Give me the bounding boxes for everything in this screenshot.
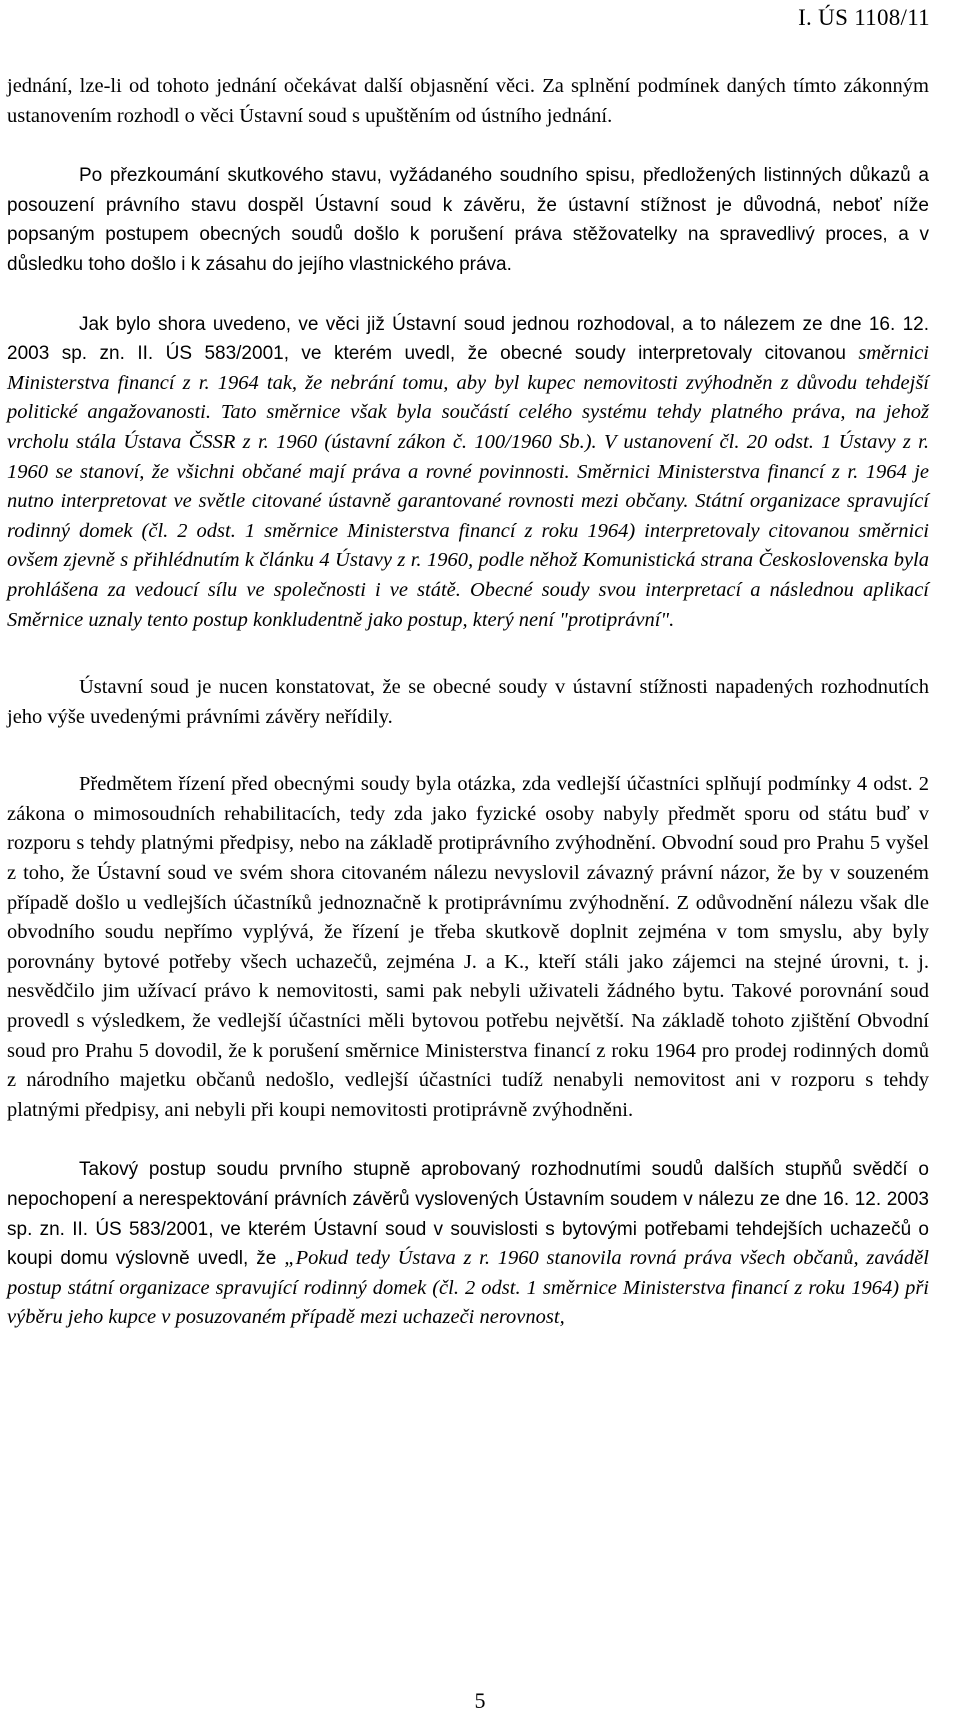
document-body [7, 72, 929, 1333]
paragraph-continuation: jednání, lze-li od tohoto jednání očekávat další objasnění věci. Za splnění podmínek daných tímto zákonným ustanovením rozhodl o věci Ústavní soud s upuštěním od ústního jednání. [7, 75, 929, 127]
procedure-quote: „Pokud tedy Ústava z r. 1960 stanovila rovná práva všech občanů, zaváděl postup státní organizace spravující rodinný domek (čl. 2 odst. 1 směrnice Ministerstva financí z roku 1964) při výběru jeho kupce v posuzovaném případě mezi uchazeči nerovnost, [7, 1247, 929, 1329]
previous-ruling-text: Jak bylo shora uvedeno, ve věci již Ústavní soud jednou rozhodoval, a to nálezem ze dne 16. 12. 2003 sp. zn. II. ÚS 583/2001, ve kterém uvedl, že obecné soudy interpretovaly citovanou [7, 313, 929, 365]
case-number-header: I. ÚS 1108/11 [798, 5, 930, 30]
paragraph-conclusion: Ústavní soud je nucen konstatovat, že se obecné soudy v ústavní stížnosti napadených rozhodnutích jeho výše uvedenými právními závěry neřídily. [7, 676, 929, 728]
paragraph-subject-matter: Předmětem řízení před obecnými soudy byla otázka, zda vedlejší účastníci splňují podmínky 4 odst. 2 zákona o mimosoudních rehabilitacích, tedy zda jako fyzické osoby nabyly předmět sporu od státu buď v rozporu s tehdy platnými předpisy, nebo na základě protiprávního zvýhodnění. Obvodní soud pro Prahu 5 vyšel z toho, že Ústavní soud ve svém shora citovaném nálezu nevyslovil závazný právní názor, že by v souzeném případě došlo u vedlejších účastníků jednoznačně k protiprávnímu zvýhodnění. Z odůvodnění nálezu však dle obvodního soudu nepřímo vyplývá, že řízení je třeba skutkově doplnit zejména v tom smyslu, aby byly porovnány bytové potřeby všech uchazečů, zejména J. a K., kteří stáli jako zájemci na stejné úrovni, t. j. nesvědčilo jim užívací právo k nemovitosti, sami pak nebyli uživateli žádného bytu. Takové porovnání soud provedl s výsledkem, že vedlejší účastníci měli bytovou potřebu největší. Na základě tohoto zjištění Obvodní soud pro Prahu 5 dovodil, že k porušení směrnice Ministerstva financí z roku 1964 pro prodej rodinných domů z národního majetku občanů nedošlo, vedlejší účastníci tudíž nenabyli nemovitost ani v rozporu s tehdy platnými předpisy, ani nebyli při koupi nemovitosti protiprávně zvýhodněni. [7, 773, 929, 1121]
paragraph-review: Po přezkoumání skutkového stavu, vyžádaného soudního spisu, předložených listinných důkazů a posouzení právního stavu dospěl Ústavní soud k závěru, že ústavní stížnost je důvodná, neboť níže popsaným postupem obecných soudů došlo k porušení práva stěžovatelky na spravedlivý proces, a v důsledku toho došlo i k zásahu do jejího vlastnického práva. [7, 165, 929, 275]
previous-ruling-quote: směrnici Ministerstva financí z r. 1964 tak, že nebrání tomu, aby byl kupec nemovitosti zvýhodněn z důvodu tehdejší politické angažovanosti. Tato směrnice však byla součástí celého systému tehdy platného práva, na jehož vrcholu stála Ústava ČSSR z r. 1960 (ústavní zákon č. 100/1960 Sb.). V ustanovení čl. 20 odst. 1 Ústavy z r. 1960 se stanoví, že všichni občané mají práva a rovné povinnosti. Směrnici Ministerstva financí z r. 1964 je nutno interpretovat ve světle citované ústavně garantované rovnosti mezi občany. Státní organizace spravující rodinný domek (čl. 2 odst. 1 směrnice Ministerstva financí z roku 1964) interpretovaly citovanou směrnici ovšem zjevně s přihlédnutím k článku 4 Ústavy z r. 1960, podle něhož Komunistická strana Československa byla prohlášena za vedoucí sílu ve společnosti i ve státě. Obecné soudy svou interpretací a následnou aplikací Směrnice uznaly tento postup konkludentně jako postup, který není "protiprávní". [7, 342, 929, 631]
procedure-text: Takový postup soudu prvního stupně aprobovaný rozhodnutími soudů dalších stupňů svědčí o nepochopení a nerespektování právních závěrů vyslovených Ústavním soudem v nálezu ze dne 16. 12. 2003 sp. zn. II. ÚS 583/2001, ve kterém Ústavní soud v souvislosti s bytovými potřebami tehdejších uchazečů o koupi domu výslovně uvedl, že [7, 1159, 929, 1270]
page-number: 5 [474, 1688, 486, 1713]
paragraph-previous-ruling [7, 310, 929, 636]
paragraph-procedure [7, 1155, 929, 1333]
